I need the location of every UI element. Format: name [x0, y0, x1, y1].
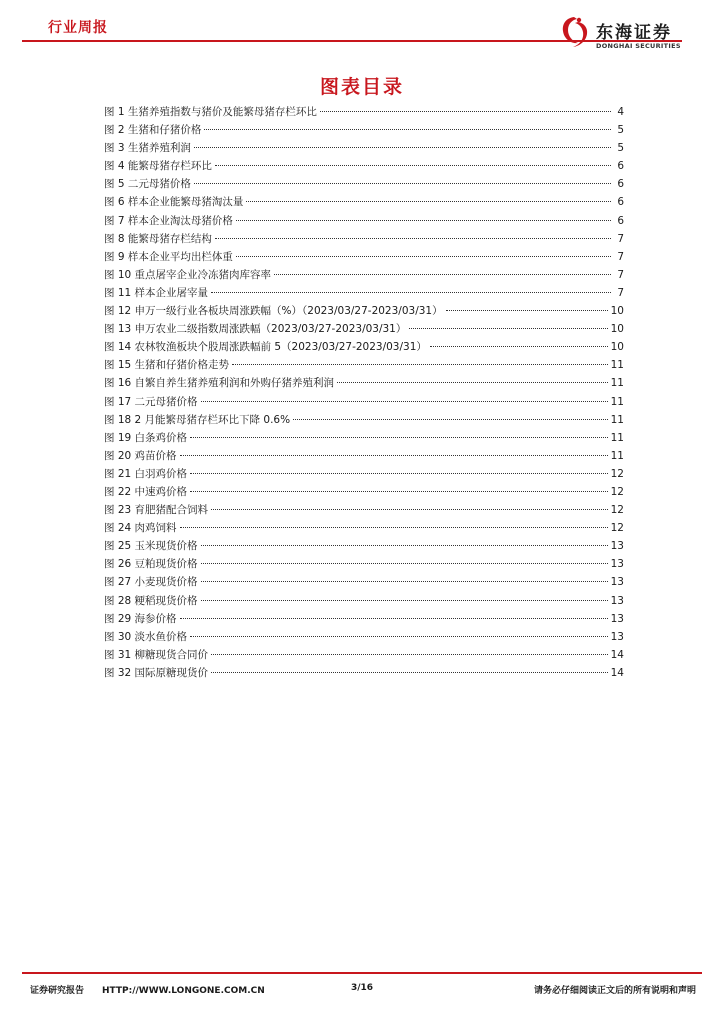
toc-entry[interactable]: [104, 248, 624, 266]
toc-entry[interactable]: [104, 573, 624, 591]
footer-report-type: 证券研究报告: [30, 986, 85, 996]
toc-leader-dots: [211, 292, 611, 293]
toc-entry[interactable]: [104, 592, 624, 610]
toc-entry-page: 11: [610, 359, 624, 372]
toc-leader-dots: [204, 129, 611, 130]
toc-entry-label: 图 16 自繁自养生猪养殖利润和外购仔猪养殖利润: [104, 377, 335, 390]
toc-entry-label: 图 22 中速鸡价格: [104, 485, 188, 498]
toc-leader-dots: [215, 238, 611, 239]
toc-entry-label: 图 1 生猪养殖指数与猪价及能繁母猪存栏环比: [104, 106, 317, 118]
toc-entry[interactable]: [104, 393, 624, 411]
toc-entry-page: 13: [610, 612, 624, 625]
footer-page-number: 3/16: [350, 983, 374, 993]
toc-leader-dots: [293, 419, 608, 420]
toc-leader-dots: [194, 147, 611, 148]
toc-entry-label: 图 13 申万农业二级指数周涨跌幅（2023/03/27-2023/03/31）: [104, 323, 407, 336]
toc-entry-label: 图 3 生猪养殖利润: [104, 142, 191, 155]
toc-entry[interactable]: [104, 610, 624, 628]
toc-entry-label: 图 26 豆粕现货价格: [104, 558, 198, 571]
toc-leader-dots: [232, 364, 608, 365]
toc-entry[interactable]: [104, 429, 624, 447]
toc-entry[interactable]: [104, 230, 624, 248]
toc-entry-page: 5: [617, 124, 624, 137]
toc-entry[interactable]: [104, 284, 624, 302]
toc-entry-label: 图 27 小麦现货价格: [104, 576, 198, 589]
toc-entry-label: 图 18 2 月能繁母猪存栏环比下降 0.6%: [104, 413, 291, 426]
toc-entry[interactable]: [104, 139, 624, 157]
toc-entry[interactable]: [104, 157, 624, 175]
toc-entry-label: 图 28 粳稻现货价格: [104, 594, 198, 607]
toc-entry-label: 图 24 肉鸡饲料: [104, 522, 177, 535]
footer-disclaimer: 请务必仔细阅读正文后的所有说明和声明: [533, 986, 696, 996]
toc-leader-dots: [194, 183, 611, 184]
toc-leader-dots: [215, 165, 611, 166]
toc-leader-dots: [190, 437, 608, 438]
toc-entry-page: 11: [610, 377, 624, 390]
toc-entry-label: 图 31 柳糖现货合同价: [104, 648, 209, 661]
toc-leader-dots: [201, 563, 608, 564]
toc-entry-page: 7: [617, 250, 624, 263]
toc-entry-page: 6: [617, 160, 624, 173]
toc-entry[interactable]: [104, 193, 624, 211]
toc-entry-page: 11: [610, 431, 624, 444]
toc-entry-page: 13: [610, 594, 624, 607]
toc-entry-page: 12: [610, 504, 624, 517]
toc-entry-label: 图 9 样本企业平均出栏体重: [104, 250, 233, 263]
toc-entry[interactable]: [104, 646, 624, 664]
toc-entry-label: 图 29 海参价格: [104, 612, 177, 625]
toc-title: 图表目录: [319, 76, 404, 98]
toc-entry[interactable]: [104, 447, 624, 465]
toc-entry-page: 10: [610, 323, 624, 336]
toc-entry-page: 12: [610, 522, 624, 535]
toc-entry[interactable]: [104, 628, 624, 646]
toc-entry-label: 图 4 能繁母猪存栏环比: [104, 160, 212, 173]
toc-entry-label: 图 7 样本企业淘汰母猪价格: [104, 214, 233, 227]
footer-url-link[interactable]: HTTP://WWW.LONGONE.COM.CN: [102, 986, 265, 996]
toc-entry[interactable]: [104, 501, 624, 519]
toc-entry-label: 图 2 生猪和仔猪价格: [104, 124, 202, 137]
toc-entry-label: 图 14 农林牧渔板块个股周涨跌幅前 5（2023/03/27-2023/03/31）: [104, 341, 427, 354]
toc-entry-label: 图 25 玉米现货价格: [104, 540, 198, 553]
toc-leader-dots: [409, 328, 607, 329]
toc-entry-label: 图 15 生猪和仔猪价格走势: [104, 359, 230, 372]
toc-leader-dots: [211, 509, 608, 510]
toc-entry[interactable]: [104, 320, 624, 338]
toc-entry-page: 13: [610, 540, 624, 553]
toc-entry[interactable]: [104, 537, 624, 555]
toc-leader-dots: [337, 382, 608, 383]
toc-entry[interactable]: [104, 664, 624, 682]
toc-entry-page: 6: [617, 178, 624, 191]
toc-entry-page: 5: [617, 142, 624, 155]
toc-leader-dots: [190, 636, 608, 637]
toc-entry-page: 14: [610, 666, 624, 679]
report-type-tag: 行业周报: [48, 20, 108, 36]
toc-leader-dots: [190, 473, 608, 474]
toc-leader-dots: [236, 256, 611, 257]
toc-entry[interactable]: [104, 519, 624, 537]
toc-leader-dots: [201, 600, 608, 601]
toc-entry-label: 图 23 育肥猪配合饲料: [104, 504, 209, 517]
toc-leader-dots: [430, 346, 608, 347]
toc-entry[interactable]: [104, 302, 624, 320]
toc-entry-page: 13: [610, 576, 624, 589]
toc-leader-dots: [180, 455, 608, 456]
toc-entry-label: 图 17 二元母猪价格: [104, 395, 198, 408]
toc-entry[interactable]: [104, 465, 624, 483]
footer-left: [30, 983, 265, 996]
toc-entry[interactable]: [104, 121, 624, 139]
toc-entry-page: 7: [617, 232, 624, 245]
toc-entry[interactable]: [104, 374, 624, 392]
dragon-logo-icon: [558, 14, 592, 50]
logo-text-cn: 东海证券: [596, 23, 672, 43]
toc-entry-page: 11: [610, 449, 624, 462]
toc-leader-dots: [180, 527, 608, 528]
toc-entry-page: 12: [610, 467, 624, 480]
toc-leader-dots: [190, 491, 608, 492]
toc-entry[interactable]: [104, 212, 624, 230]
footer-divider: [22, 972, 702, 974]
toc-entry-page: 7: [617, 286, 624, 299]
toc-entry[interactable]: [104, 483, 624, 501]
toc-entry-page: 10: [610, 305, 624, 318]
company-logo: [558, 14, 688, 54]
toc-entry-page: 11: [610, 413, 624, 426]
toc-entry-page: 10: [610, 341, 624, 354]
toc-leader-dots: [211, 672, 608, 673]
toc-entry-page: 12: [610, 485, 624, 498]
toc-entry-page: 6: [617, 214, 624, 227]
toc-entry[interactable]: [104, 555, 624, 573]
toc-list: [104, 103, 624, 682]
toc-entry-label: 图 19 白条鸡价格: [104, 431, 188, 444]
toc-entry-page: 4: [617, 106, 624, 118]
toc-leader-dots: [201, 545, 608, 546]
toc-leader-dots: [236, 220, 611, 221]
toc-leader-dots: [180, 618, 608, 619]
toc-entry-page: 13: [610, 558, 624, 571]
toc-leader-dots: [211, 654, 608, 655]
toc-entry-label: 图 8 能繁母猪存栏结构: [104, 232, 212, 245]
toc-entry[interactable]: [104, 338, 624, 356]
toc-entry-label: 图 6 样本企业能繁母猪淘汰量: [104, 196, 244, 209]
toc-entry-label: 图 10 重点屠宰企业冷冻猪肉库容率: [104, 268, 272, 281]
toc-leader-dots: [201, 581, 608, 582]
toc-entry-label: 图 32 国际原糖现货价: [104, 666, 209, 679]
toc-entry-label: 图 21 白羽鸡价格: [104, 467, 188, 480]
toc-leader-dots: [274, 274, 611, 275]
toc-entry-label: 图 20 鸡苗价格: [104, 449, 177, 462]
toc-entry-label: 图 5 二元母猪价格: [104, 178, 191, 191]
toc-entry-page: 11: [610, 395, 624, 408]
toc-entry-label: 图 30 淡水鱼价格: [104, 630, 188, 643]
toc-entry[interactable]: [104, 356, 624, 374]
toc-entry-page: 14: [610, 648, 624, 661]
toc-entry[interactable]: [104, 266, 624, 284]
toc-entry[interactable]: [104, 103, 624, 121]
toc-entry[interactable]: [104, 411, 624, 429]
toc-entry-page: 7: [617, 268, 624, 281]
toc-entry-page: 6: [617, 196, 624, 209]
toc-entry-label: 图 11 样本企业屠宰量: [104, 286, 209, 299]
toc-leader-dots: [446, 310, 608, 311]
toc-leader-dots: [246, 201, 611, 202]
toc-entry-page: 13: [610, 630, 624, 643]
logo-text-en: DONGHAI SECURITIES: [596, 42, 681, 50]
toc-leader-dots: [320, 111, 611, 112]
toc-leader-dots: [201, 401, 608, 402]
toc-entry-label: 图 12 申万一级行业各板块周涨跌幅（%）（2023/03/27-2023/03/31）: [104, 305, 443, 318]
toc-entry[interactable]: [104, 175, 624, 193]
